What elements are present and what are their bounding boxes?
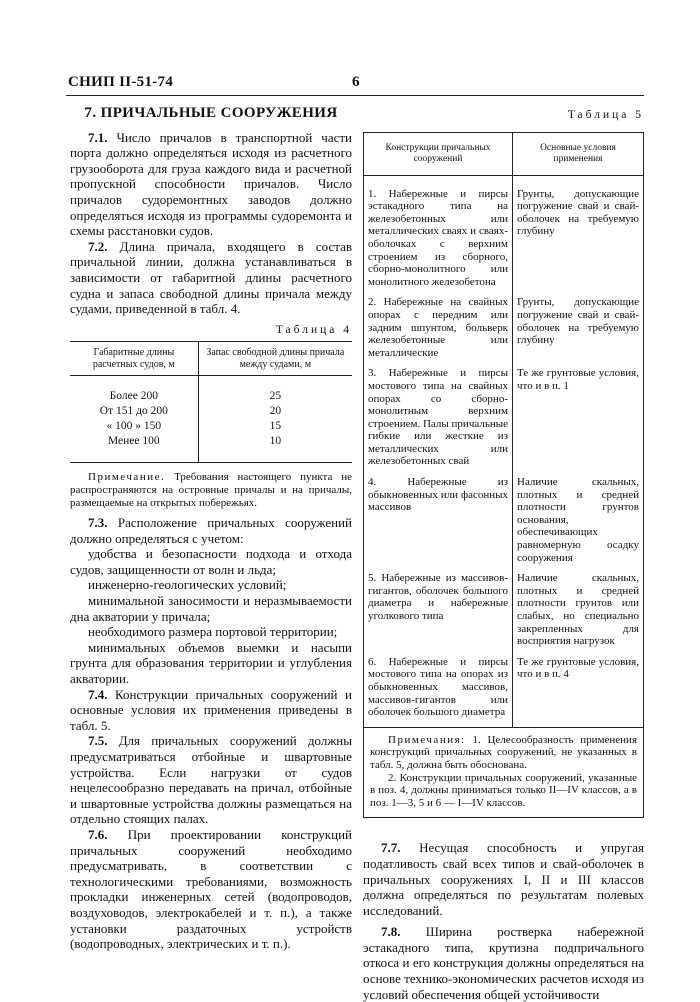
paragraph-text: При проектировании конструкций причальных сооружений необходимо предусматривать, в соответствии с технологическими требованиями, возможность прокладки инженерных сетей (водопроводов, воздуховодов, электрокабелей и т. п.), а также установки раздаточных устройств (водопроводных, электрических и т. п.). — [70, 826, 352, 952]
right-column — [363, 106, 644, 1002]
table-cell: 2. Набережные на свайных опорах с передним или задним шпунтом, больверк железобетонные или металлические — [368, 296, 508, 359]
paragraph-7-5 — [70, 733, 352, 827]
table-row — [364, 175, 643, 296]
paragraph-7-2 — [70, 239, 352, 317]
table-5-caption: Таблица 5 — [567, 109, 644, 121]
note-text: Требования настоящего пункта не распространяются на островные причалы и на причалы, размещаемые на открытых побережьях. — [70, 471, 352, 509]
table-cell: « 100 » 150 — [106, 420, 162, 433]
paragraph-7-1 — [70, 130, 352, 239]
clause-number: 7.8. — [381, 924, 401, 940]
paragraph-text: Число причалов в транспортной части порта должно определяться исходя из расчетного грузооборота для груза каждого вида и расчетной пропускной способности причалов. Число причалов судоремонтных заводов должно определяться исходя из программы судоремонта и схемы расстановки судов. — [70, 129, 353, 239]
document-code: СНИП II-51-74 — [68, 74, 174, 90]
table-cell: Те же грунтовые условия, что и в п. 1 — [513, 367, 644, 476]
table-cell: 1. Набережные и пирсы эстакадного типа на железобетонных или металлических сваях и сваях-оболочках с верхним строением из сборного, сборно-монолитного или монолитного железобетона — [368, 187, 508, 288]
table-cell: Менее 100 — [70, 434, 198, 463]
table-row — [364, 656, 643, 727]
list-item: инженерно-геологических условий; — [88, 577, 287, 593]
paragraph-text: Длина причала, входящего в состав причальной линии, должна устанавливаться в зависимости от габаритной длины расчетного судна и запаса свободной длины причала между судами, приведенной в табл. 4. — [70, 238, 352, 317]
list-item: удобства и безопасности подхода и отхода судов, защищенности от волн и льда; — [70, 546, 352, 577]
table-note — [370, 734, 637, 772]
table-cell: 15 — [198, 419, 352, 434]
paragraph-7-3 — [70, 515, 352, 546]
notes-label: Примечания: — [388, 733, 466, 746]
table-4-caption: Таблица 4 — [275, 323, 352, 336]
note-label: Примечание. — [88, 471, 166, 484]
paragraph-text: Конструкции причальных сооружений и основные условия их применения приведены в табл. 5. — [70, 686, 352, 733]
table-cell: 3. Набережные и пирсы мостового типа на свайных опорах со сборно-монолитным верхним строением. Палы причальные гибкие или жесткие из металлических или железобетонных свай — [368, 367, 508, 468]
clause-number: 7.1. — [88, 129, 108, 145]
table-cell: Наличие скальных, плотных и средней плотности грунтов основания, обеспечивающих равномерную осадку сооружения — [513, 476, 644, 572]
clause-number: 7.4. — [88, 686, 108, 702]
paragraph-text: Ширина ростверка набережной эстакадного типа, крутизна подпричального откоса и его конструкция должны определяться на основе технико-экономических расчетов исходя из условий обеспечения общей устойчивости — [363, 924, 645, 1002]
table-4 — [70, 341, 352, 463]
paragraph-text: Несущая способность и упругая податливость свай всех типов и свай-оболочек в причальных сооружениях I, II и III классов должна определяться по результатам полевых исследований. — [363, 840, 644, 918]
table-row — [70, 419, 352, 434]
table-row — [364, 367, 643, 476]
table-cell: Грунты, допускающие погружение свай и свай-оболочек на требуемую глубину — [513, 296, 644, 367]
clause-number: 7.3. — [88, 515, 108, 531]
table-cell: Наличие скальных, плотных и средней плотности грунтов или слабых, но специально закрепленных для восприятия нагрузок — [513, 572, 644, 656]
paragraph-7-7 — [363, 840, 644, 918]
table-cell: 25 — [198, 376, 352, 405]
clause-number: 7.7. — [381, 840, 401, 856]
table-cell: Те же грунтовые условия, что и в п. 4 — [513, 656, 644, 727]
list-item: минимальной заносимости и неразмываемости дна акватории у причала; — [70, 593, 352, 624]
paragraph-7-6 — [70, 827, 352, 952]
note-text: 1. Целесообразность применения конструкций причальных сооружений, не указанных в табл. 5, должна быть обоснована. — [370, 733, 638, 771]
table-header: Основные условия применения — [513, 133, 644, 176]
page-number: 6 — [352, 74, 360, 90]
table-row — [364, 572, 643, 656]
clause-number: 7.5. — [88, 733, 108, 749]
list-item: необходимого размера портовой территории; — [88, 624, 338, 640]
table-cell: Более 200 — [109, 390, 158, 403]
table-row — [70, 404, 352, 419]
table-note: 2. Конструкции причальных сооружений, указанные в поз. 4, должны приниматься только II—IV классов, а в поз. 1—3, 5 и 6 — I—IV классов. — [370, 771, 637, 809]
conditions-list — [70, 546, 352, 686]
table-row — [70, 376, 352, 405]
table-row — [70, 434, 352, 463]
table-cell: 4. Набережные из обыкновенных или фасонных массивов — [368, 476, 508, 514]
paragraph-7-4 — [70, 687, 352, 734]
table-cell: 5. Набережные из массивов-гигантов, оболочек большого диаметра и набережные уголкового типа — [368, 572, 508, 622]
table-cell: От 151 до 200 — [99, 405, 168, 418]
table-5-grid — [364, 133, 643, 727]
table-header: Конструкции причальных сооружений — [364, 133, 513, 176]
paragraph-7-8 — [363, 924, 644, 1002]
table-header: Габаритные длины расчетных судов, м — [70, 342, 198, 376]
table-5-notes — [364, 727, 643, 818]
table-5 — [363, 132, 644, 819]
section-title: 7. ПРИЧАЛЬНЫЕ СООРУЖЕНИЯ — [84, 105, 338, 121]
list-item: минимальных объемов выемки и насыпи грунта для образования территории и углубления акватории. — [70, 639, 352, 687]
table-row — [364, 476, 643, 572]
header-rule — [66, 95, 644, 96]
right-paragraphs — [363, 840, 644, 1002]
table-cell: 6. Набережные и пирсы мостового типа на опорах из обыкновенных массивов, массивов-гигантов или оболочек большого диаметра — [368, 655, 508, 719]
table-cell: Грунты, допускающие погружение свай и свай-оболочек на требуемую глубину — [513, 175, 644, 296]
table-header: Запас свободной длины причала между судами, м — [198, 342, 352, 376]
table-4-note — [70, 471, 352, 509]
paragraph-text: Для причальных сооружений должны предусматриваться отбойные и швартовные устройства. Если нагрузки от судов нецелесообразно передавать на причал, отбойные и швартовные устройства должны размещаться на отдельно стоящих палах. — [70, 733, 352, 827]
paragraph-text: Расположение причальных сооружений должно определяться с учетом: — [70, 515, 353, 546]
table-row — [364, 296, 643, 367]
table-cell: 20 — [198, 404, 352, 419]
table-cell: 10 — [198, 434, 352, 463]
left-column — [70, 106, 352, 952]
clause-number: 7.2. — [88, 238, 108, 254]
clause-number: 7.6. — [88, 826, 108, 842]
